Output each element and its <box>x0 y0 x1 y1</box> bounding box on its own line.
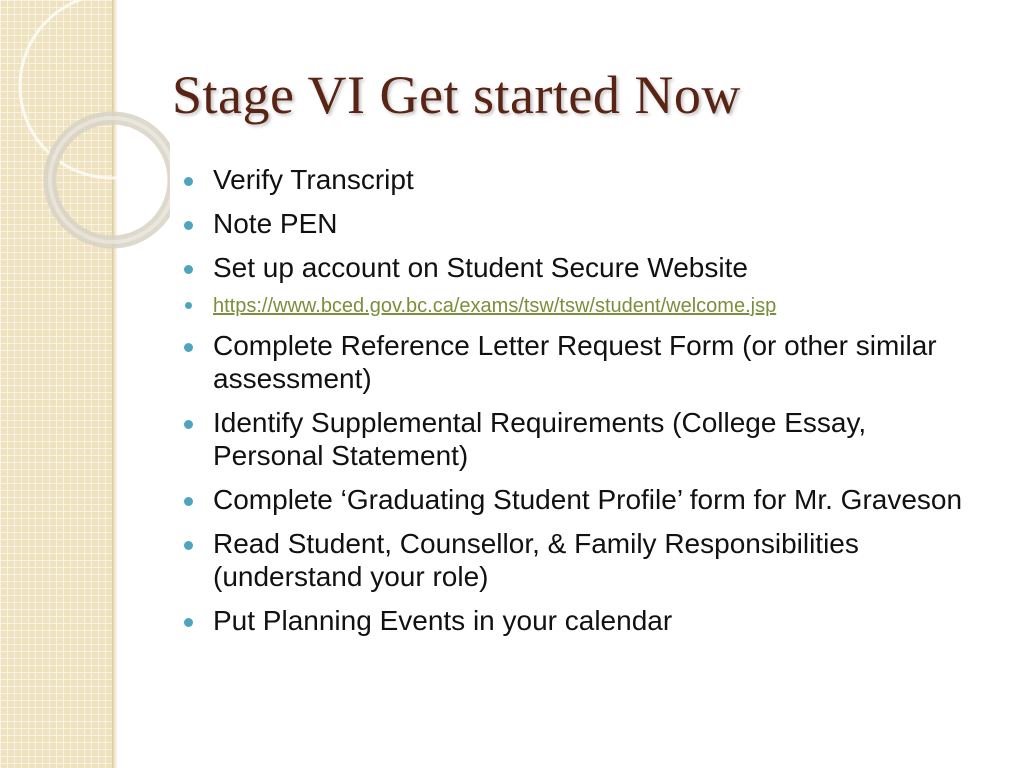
student-secure-website-link[interactable]: https://www.bced.gov.bc.ca/exams/tsw/tsw/student/welcome.jsp <box>213 295 777 317</box>
list-item <box>184 251 984 284</box>
bullet-dot-icon <box>184 177 193 186</box>
list-item <box>184 604 984 637</box>
list-item <box>184 329 984 395</box>
bullet-dot-icon <box>184 221 193 230</box>
bullet-dot-icon <box>184 497 193 506</box>
bullet-dot-icon <box>185 302 192 309</box>
bullet-text: Put Planning Events in your calendar <box>213 605 673 636</box>
bullet-text: Note PEN <box>213 208 338 239</box>
list-item <box>184 163 984 196</box>
bullet-dot-icon <box>184 420 193 429</box>
bullet-dot-icon <box>184 265 193 274</box>
ring-decoration-icon <box>0 0 170 300</box>
bullet-dot-icon <box>184 343 193 352</box>
bullet-text: Set up account on Student Secure Website <box>213 252 748 283</box>
list-item <box>184 207 984 240</box>
slide-title: Stage VI Get started Now <box>172 65 741 125</box>
bullet-text: Complete ‘Graduating Student Profile’ form for Mr. Graveson <box>213 484 963 515</box>
bullet-list <box>184 163 984 648</box>
list-item-link <box>184 293 984 319</box>
list-item <box>184 527 984 593</box>
bullet-text: Read Student, Counsellor, & Family Responsibilities (understand your role) <box>213 528 859 592</box>
bullet-dot-icon <box>184 541 193 550</box>
bullet-text: Identify Supplemental Requirements (College Essay, Personal Statement) <box>213 407 867 471</box>
list-item <box>184 483 984 516</box>
list-item <box>184 406 984 472</box>
bullet-dot-icon <box>184 618 193 627</box>
bullet-text: Complete Reference Letter Request Form (or other similar assessment) <box>213 330 937 394</box>
large-ring <box>20 0 170 178</box>
bullet-text: Verify Transcript <box>213 164 414 195</box>
